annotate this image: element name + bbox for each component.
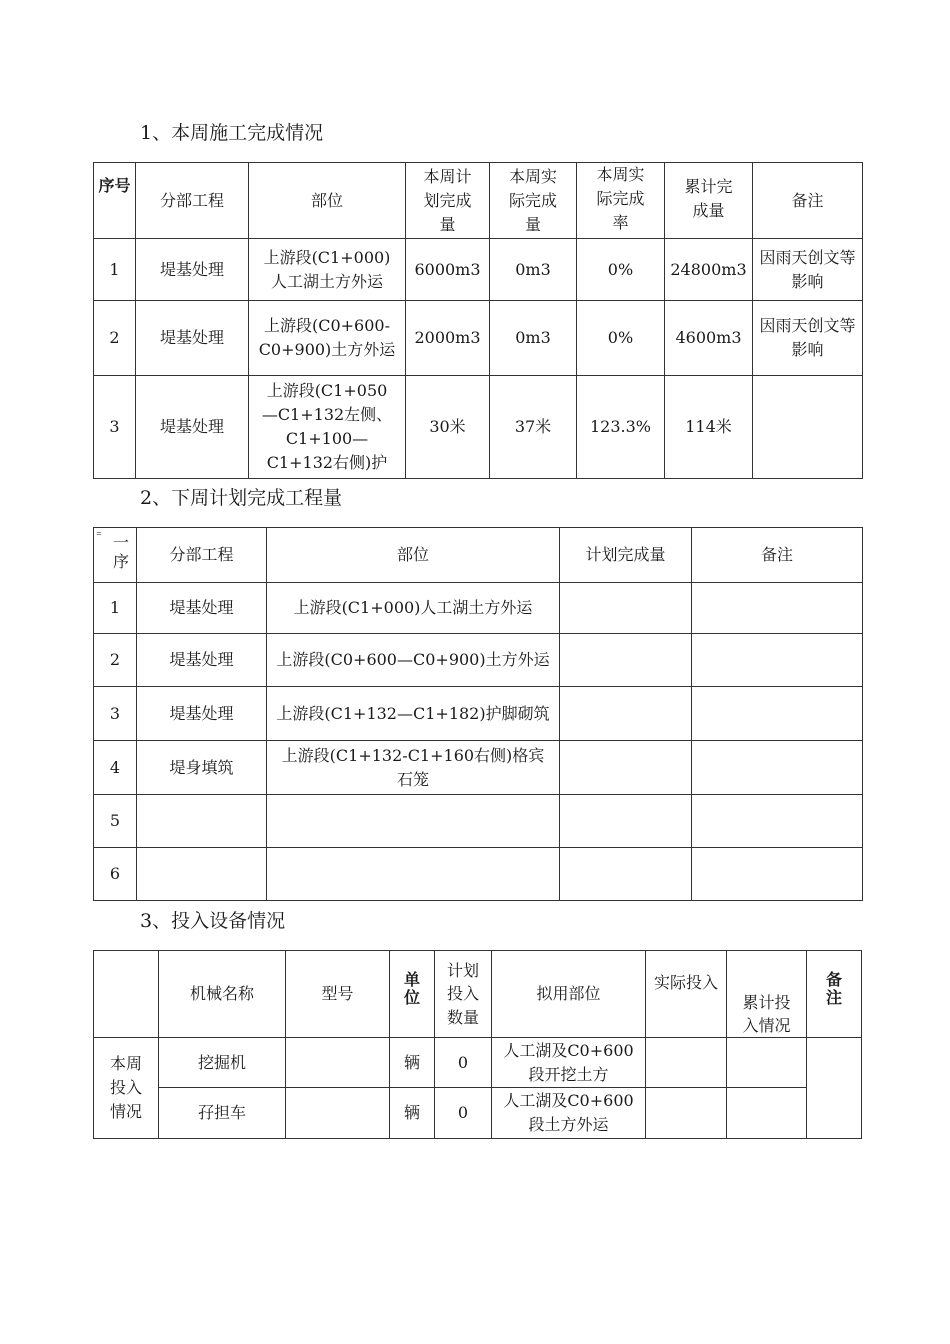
- cell-remark: [692, 848, 863, 901]
- cell-location: 上游段(C1+050—C1+132左侧、C1+100—C1+132右侧)护: [249, 376, 406, 479]
- cell-remark: [692, 741, 863, 795]
- table-header-row: [94, 951, 862, 1038]
- cell-remark: [753, 376, 863, 479]
- cell-location: 上游段(C0+600—C0+900)土方外运: [267, 634, 560, 687]
- header-division: 分部工程: [137, 528, 267, 583]
- cell-planned: 30米: [406, 376, 490, 479]
- cell-location: 上游段(C1+000)人工湖土方外运: [267, 583, 560, 634]
- cell-cumulative: 114米: [665, 376, 753, 479]
- cell-cumulative: [727, 1088, 807, 1139]
- cell-division: 堤身填筑: [137, 741, 267, 795]
- cell-cumulative: 24800m3: [665, 239, 753, 301]
- table-row: [94, 634, 863, 687]
- cell-cumulative: [727, 1038, 807, 1088]
- cell-location: 人工湖及C0+600段土方外运: [492, 1088, 646, 1139]
- cell-actual: [646, 1038, 727, 1088]
- cell-seq: 1: [94, 583, 137, 634]
- cell-planned: [560, 634, 692, 687]
- cell-cumulative: 4600m3: [665, 301, 753, 376]
- header-rate: 本周实际完成率: [577, 163, 665, 239]
- cell-division: 堤基处理: [137, 583, 267, 634]
- cell-seq: 1: [94, 239, 136, 301]
- header-unit: 单位: [390, 951, 435, 1038]
- cell-rate: 0%: [577, 301, 665, 376]
- table-row: [94, 1038, 862, 1088]
- header-location: 拟用部位: [492, 951, 646, 1038]
- section3-title: 3、投入设备情况: [140, 910, 286, 932]
- cell-remark: [692, 795, 863, 848]
- header-cumulative: 累计完成量: [665, 163, 753, 239]
- cell-seq: 3: [94, 687, 137, 741]
- table-row: [94, 687, 863, 741]
- cell-qty: 0: [435, 1088, 492, 1139]
- cell-planned: 2000m3: [406, 301, 490, 376]
- cell-planned: [560, 795, 692, 848]
- cell-unit: 辆: [390, 1038, 435, 1088]
- cell-location: 上游段(C1+132—C1+182)护脚砌筑: [267, 687, 560, 741]
- table-header-row: [94, 163, 863, 239]
- header-remark: 备注: [753, 163, 863, 239]
- cell-actual: 0m3: [490, 239, 577, 301]
- header-name: 机械名称: [159, 951, 286, 1038]
- cell-seq: 2: [94, 301, 136, 376]
- cell-location: 上游段(C0+600-C0+900)土方外运: [249, 301, 406, 376]
- header-location: 部位: [249, 163, 406, 239]
- cell-planned: 6000m3: [406, 239, 490, 301]
- cell-seq: 3: [94, 376, 136, 479]
- cell-location: 上游段(C1+132-C1+160右侧)格宾石笼: [267, 741, 560, 795]
- cell-rate: 0%: [577, 239, 665, 301]
- cell-planned: [560, 583, 692, 634]
- cell-division: 堤基处理: [136, 239, 249, 301]
- cell-division: 堤基处理: [136, 301, 249, 376]
- cell-qty: 0: [435, 1038, 492, 1088]
- cell-remark: [692, 583, 863, 634]
- table-row: [94, 795, 863, 848]
- cell-model: [286, 1038, 390, 1088]
- equipment-table: [93, 950, 862, 1139]
- cell-seq: 2: [94, 634, 137, 687]
- cell-planned: [560, 741, 692, 795]
- header-planned: 本周计划完成量: [406, 163, 490, 239]
- table-row: [94, 376, 863, 479]
- cell-division: [137, 795, 267, 848]
- cell-seq: 6: [94, 848, 137, 901]
- table-row: [94, 239, 863, 301]
- cell-location: [267, 795, 560, 848]
- cell-unit: 辆: [390, 1088, 435, 1139]
- cell-division: 堤基处理: [137, 634, 267, 687]
- header-remark: 备注: [807, 951, 862, 1038]
- cell-seq: 5: [94, 795, 137, 848]
- table-row: [94, 301, 863, 376]
- section1-title: 1、本周施工完成情况: [140, 122, 324, 144]
- cell-remark: [807, 1038, 862, 1139]
- header-location: 部位: [267, 528, 560, 583]
- header-planned: 计划完成量: [560, 528, 692, 583]
- cell-remark: [692, 634, 863, 687]
- cell-name: 孖担车: [159, 1088, 286, 1139]
- cell-remark: 因雨天创文等影响: [753, 301, 863, 376]
- cell-seq: 4: [94, 741, 137, 795]
- cell-actual: 37米: [490, 376, 577, 479]
- cell-model: [286, 1088, 390, 1139]
- next-week-plan-table: [93, 527, 863, 901]
- weekly-progress-table: [93, 162, 863, 479]
- header-seq: [94, 528, 137, 583]
- cell-remark: 因雨天创文等影响: [753, 239, 863, 301]
- header-cumulative: 累计投入情况: [727, 951, 807, 1038]
- header-seq: 序号: [94, 163, 136, 239]
- header-qty: 计划投入数量: [435, 951, 492, 1038]
- cell-location: 人工湖及C0+600段开挖土方: [492, 1038, 646, 1088]
- header-model: 型号: [286, 951, 390, 1038]
- cell-location: 上游段(C1+000)人工湖土方外运: [249, 239, 406, 301]
- cell-actual: [646, 1088, 727, 1139]
- cell-rate: 123.3%: [577, 376, 665, 479]
- cell-division: 堤基处理: [137, 687, 267, 741]
- header-division: 分部工程: [136, 163, 249, 239]
- header-actual: 实际投入: [646, 951, 727, 1038]
- header-blank: [94, 951, 159, 1038]
- table-row: [94, 741, 863, 795]
- header-remark: 备注: [692, 528, 863, 583]
- cell-division: 堤基处理: [136, 376, 249, 479]
- table-row: [94, 1088, 862, 1139]
- table-row: [94, 583, 863, 634]
- group-label: 本周投入情况: [94, 1038, 159, 1139]
- header-seq-label: 一序: [112, 533, 129, 572]
- table-row: [94, 848, 863, 901]
- section2-title: 2、下周计划完成工程量: [140, 487, 343, 509]
- header-actual: 本周实际完成量: [490, 163, 577, 239]
- cell-division: [137, 848, 267, 901]
- cell-actual: 0m3: [490, 301, 577, 376]
- cell-name: 挖掘机: [159, 1038, 286, 1088]
- table-header-row: [94, 528, 863, 583]
- header-seq-mark: ⁼: [96, 529, 102, 542]
- cell-location: [267, 848, 560, 901]
- cell-planned: [560, 848, 692, 901]
- cell-planned: [560, 687, 692, 741]
- cell-remark: [692, 687, 863, 741]
